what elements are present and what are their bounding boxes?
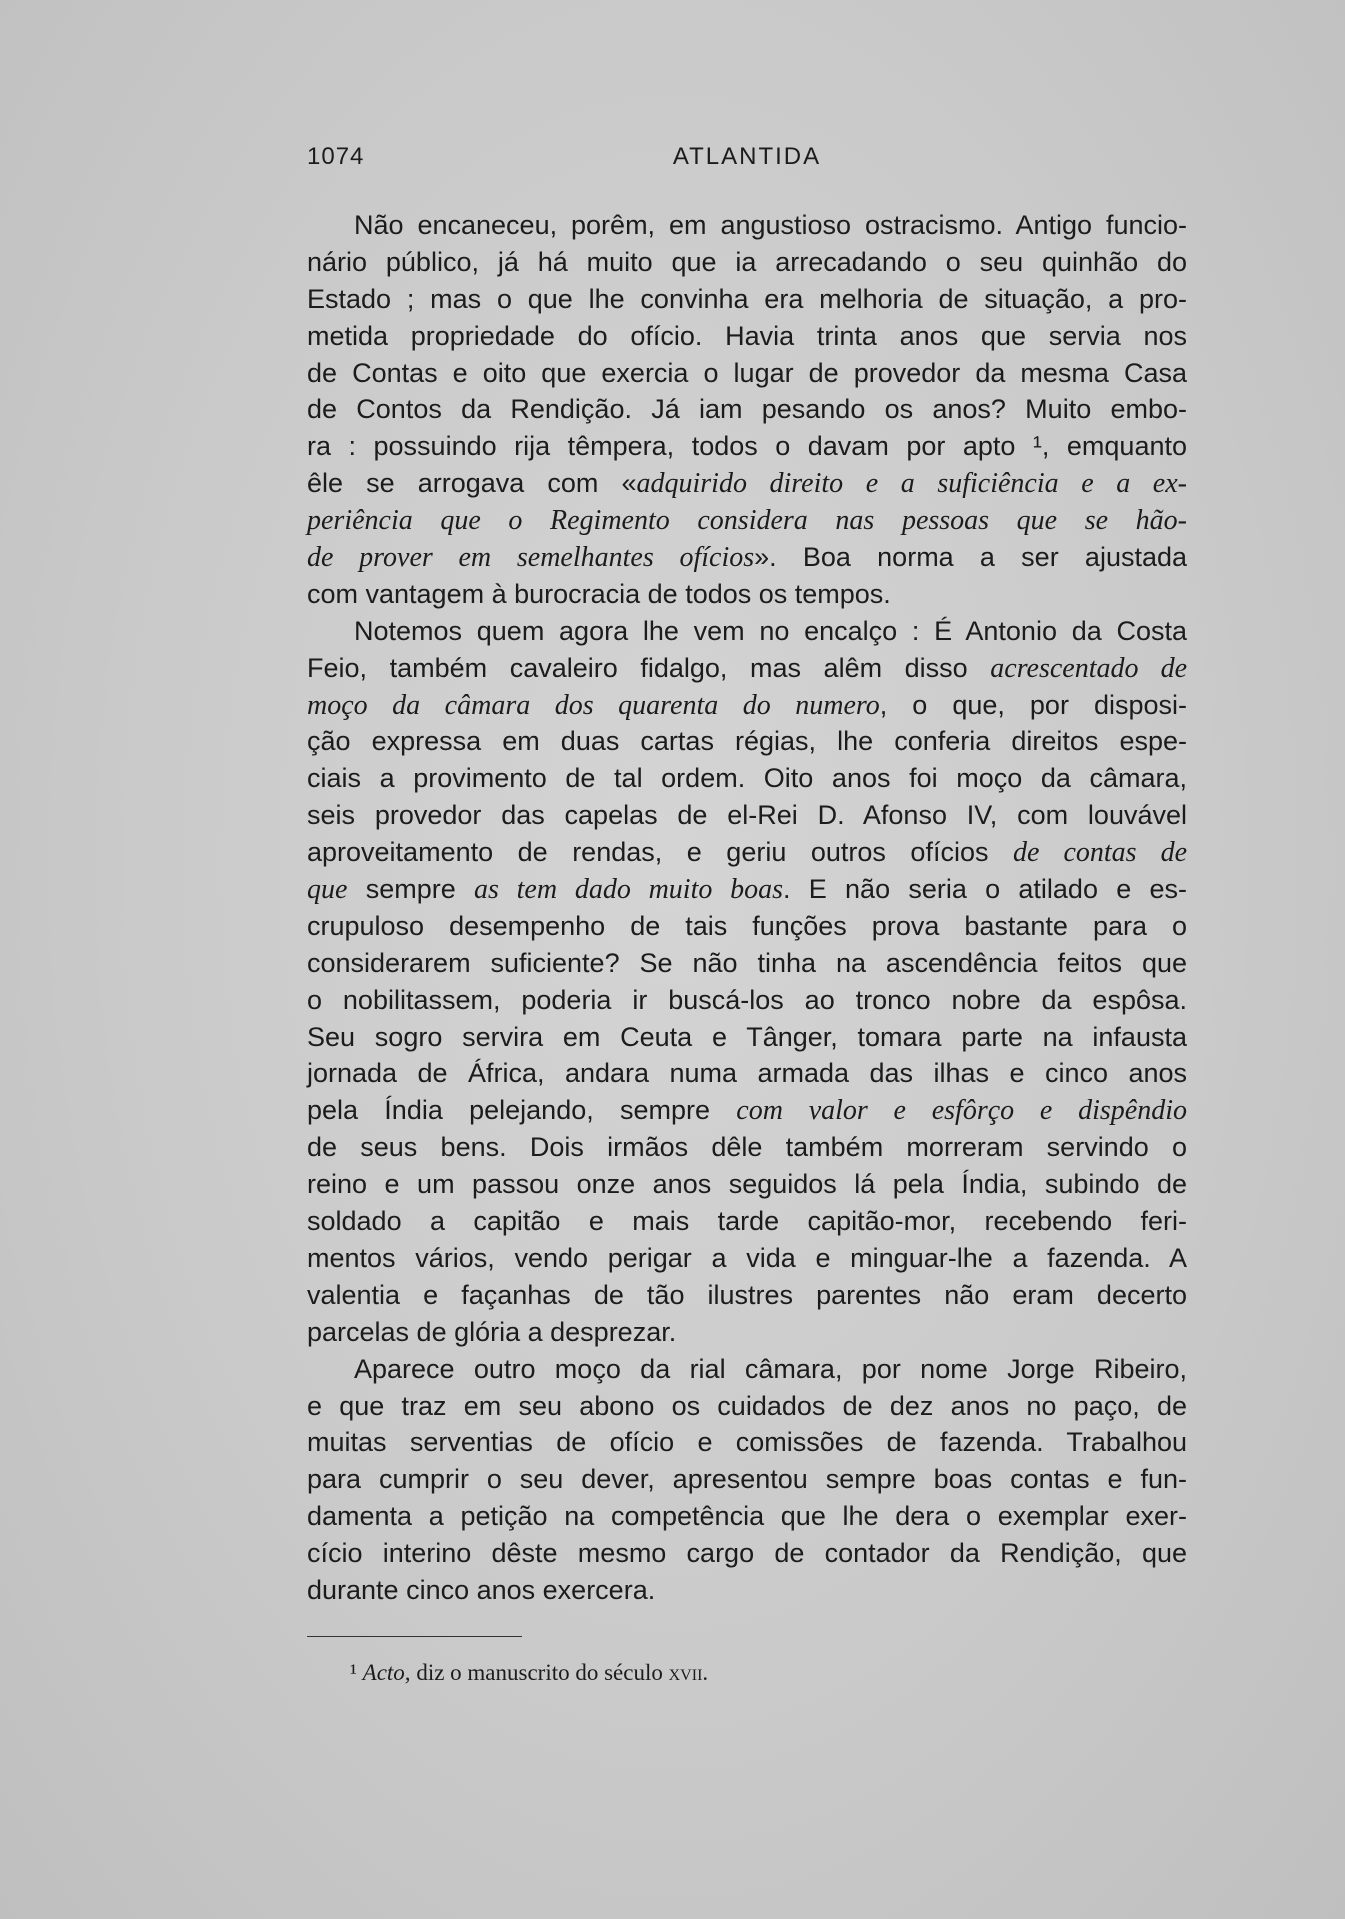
italic-segment: de contas de bbox=[1013, 837, 1188, 869]
text-segment: de seus bens. Dois irmãos dêle também morreram servindo o bbox=[307, 1132, 1187, 1163]
footnote-end: . bbox=[702, 1660, 709, 1685]
text-line bbox=[307, 871, 1187, 908]
text-segment: Seu sogro servira em Ceuta e Tânger, tomara parte na infausta bbox=[307, 1021, 1187, 1052]
text-line bbox=[307, 650, 1187, 687]
text-segment: cício interino dêste mesmo cargo de contador da Rendição, que bbox=[307, 1538, 1187, 1569]
text-segment: ra : possuindo rija têmpera, todos o davam por apto ¹, emquanto bbox=[307, 431, 1187, 462]
text-line bbox=[307, 355, 1187, 392]
text-line bbox=[307, 1129, 1187, 1166]
footnote-text: diz o manuscrito do século bbox=[410, 1660, 669, 1685]
text-line bbox=[307, 723, 1187, 760]
italic-segment: acrescentado de bbox=[990, 652, 1188, 684]
text-line bbox=[307, 1166, 1187, 1203]
text-segment: , o que, por disposi- bbox=[879, 689, 1187, 720]
footnote-century: xvii bbox=[668, 1660, 703, 1685]
text-segment: considerarem suficiente? Se não tinha na ascendência feitos que bbox=[307, 947, 1187, 978]
text-line bbox=[307, 834, 1187, 871]
text-segment: Não encaneceu, porêm, em angustioso ostracismo. Antigo funcio- bbox=[354, 210, 1187, 240]
text-segment: sempre bbox=[347, 874, 474, 905]
page-number: 1074 bbox=[307, 143, 365, 170]
text-segment: jornada de África, andara numa armada das ilhas e cinco anos bbox=[307, 1058, 1187, 1089]
italic-segment: moço da câmara dos quarenta do numero bbox=[307, 689, 880, 721]
text-line bbox=[307, 1277, 1187, 1314]
text-segment: seis provedor das capelas de el-Rei D. Afonso IV, com louvável bbox=[307, 800, 1187, 831]
text-segment: ciais a provimento de tal ordem. Oito anos foi moço da câmara, bbox=[307, 763, 1187, 794]
text-segment: damenta a petição na competência que lhe dera o exemplar exer- bbox=[307, 1501, 1187, 1532]
footnote-separator bbox=[307, 1636, 522, 1637]
text-line bbox=[307, 945, 1187, 982]
footnote-italic: Acto, bbox=[362, 1660, 411, 1685]
text-line bbox=[307, 1055, 1187, 1092]
text-segment: Estado ; mas o que lhe convinha era melhoria de situação, a pro- bbox=[307, 283, 1187, 314]
text-line bbox=[307, 281, 1187, 318]
text-segment: durante cinco anos exercera. bbox=[307, 1574, 656, 1605]
text-line bbox=[307, 1092, 1187, 1129]
text-segment: soldado a capitão e mais tarde capitão-mor, recebendo feri- bbox=[307, 1206, 1187, 1237]
text-line bbox=[307, 1424, 1187, 1461]
italic-segment: adquirido direito e a suficiência e a ex- bbox=[636, 468, 1187, 500]
text-line bbox=[307, 539, 1187, 576]
text-line bbox=[307, 1498, 1187, 1535]
body-text bbox=[307, 207, 1187, 1609]
text-segment: êle se arrogava com « bbox=[307, 468, 637, 499]
text-line bbox=[307, 1019, 1187, 1056]
text-line bbox=[307, 687, 1187, 724]
text-line bbox=[307, 908, 1187, 945]
text-segment: parcelas de glória a desprezar. bbox=[307, 1316, 677, 1347]
text-segment: o nobilitassem, poderia ir buscá-los ao tronco nobre da espôsa. bbox=[307, 984, 1187, 1015]
text-segment: metida propriedade do ofício. Havia trinta anos que servia nos bbox=[307, 320, 1187, 351]
footnote bbox=[350, 1660, 708, 1686]
text-segment: Notemos quem agora lhe vem no encalço : É Antonio da Costa bbox=[354, 615, 1187, 646]
text-line bbox=[307, 465, 1187, 502]
text-line bbox=[307, 1388, 1187, 1425]
text-segment: Feio, também cavaleiro fidalgo, mas alêm disso bbox=[307, 652, 991, 683]
text-segment: mentos vários, vendo perigar a vida e minguar-lhe a fazenda. A bbox=[307, 1242, 1187, 1273]
text-line bbox=[307, 207, 1187, 244]
text-line bbox=[307, 1461, 1187, 1498]
page-header bbox=[307, 143, 1187, 173]
text-line bbox=[307, 613, 1187, 650]
text-line bbox=[307, 1240, 1187, 1277]
text-line bbox=[307, 1535, 1187, 1572]
text-segment: com vantagem à burocracia de todos os tempos. bbox=[307, 578, 891, 609]
text-segment: Aparece outro moço da rial câmara, por nome Jorge Ribeiro, bbox=[354, 1353, 1187, 1384]
paragraph bbox=[307, 1351, 1187, 1609]
text-segment: muitas serventias de ofício e comissões de fazenda. Trabalhou bbox=[307, 1427, 1187, 1458]
text-segment: reino e um passou onze anos seguidos lá pela Índia, subindo de bbox=[307, 1169, 1187, 1200]
text-line bbox=[307, 1203, 1187, 1240]
text-segment: ». Boa norma a ser ajustada bbox=[754, 542, 1188, 573]
italic-segment: as tem dado muito boas bbox=[473, 874, 784, 906]
text-line bbox=[307, 1351, 1187, 1388]
text-segment: ção expressa em duas cartas régias, lhe conferia direitos espe- bbox=[307, 726, 1187, 757]
paragraph bbox=[307, 613, 1187, 1351]
paragraph bbox=[307, 207, 1187, 613]
text-segment: e que traz em seu abono os cuidados de dez anos no paço, de bbox=[307, 1390, 1187, 1421]
text-line bbox=[307, 391, 1187, 428]
text-line bbox=[307, 1314, 1187, 1351]
text-segment: nário público, já há muito que ia arrecadando o seu quinhão do bbox=[307, 246, 1187, 277]
text-segment: de Contas e oito que exercia o lugar de provedor da mesma Casa bbox=[307, 357, 1187, 388]
italic-segment: que bbox=[307, 874, 348, 906]
text-line bbox=[307, 502, 1187, 539]
text-line bbox=[307, 797, 1187, 834]
italic-segment: com valor e esfôrço e dispêndio bbox=[736, 1095, 1187, 1127]
text-segment: para cumprir o seu dever, apresentou sempre boas contas e fun- bbox=[307, 1464, 1187, 1495]
footnote-marker: ¹ bbox=[350, 1660, 357, 1685]
text-line bbox=[307, 244, 1187, 281]
text-line bbox=[307, 982, 1187, 1019]
text-segment: . E não seria o atilado e es- bbox=[783, 874, 1187, 905]
italic-segment: de prover em semelhantes ofícios bbox=[307, 542, 755, 574]
text-segment: valentia e façanhas de tão ilustres parentes não eram decerto bbox=[307, 1279, 1187, 1310]
text-segment: pela Índia pelejando, sempre bbox=[307, 1095, 737, 1126]
text-line bbox=[307, 760, 1187, 797]
text-line bbox=[307, 318, 1187, 355]
running-title: ATLANTIDA bbox=[672, 143, 822, 170]
italic-segment: periência que o Regimento considera nas pessoas que se hão- bbox=[307, 505, 1187, 537]
text-line bbox=[307, 1572, 1187, 1609]
text-segment: de Contos da Rendição. Já iam pesando os anos? Muito embo- bbox=[307, 394, 1187, 425]
text-segment: crupuloso desempenho de tais funções prova bastante para o bbox=[307, 910, 1187, 941]
text-segment: aproveitamento de rendas, e geriu outros ofícios bbox=[307, 837, 1013, 868]
text-line bbox=[307, 576, 1187, 613]
text-line bbox=[307, 428, 1187, 465]
